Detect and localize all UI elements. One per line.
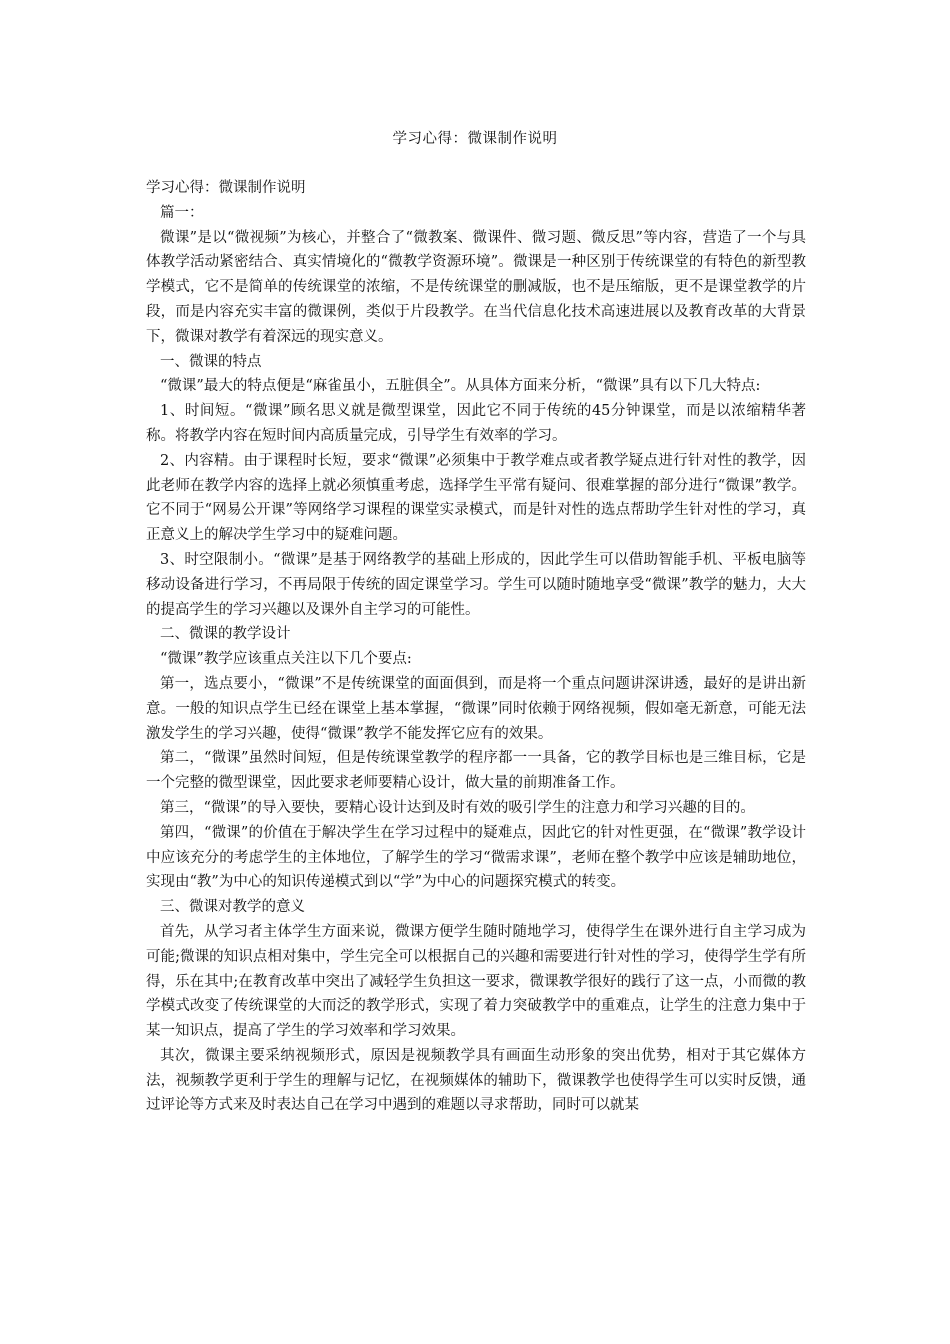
- paragraph-design-2: 第二，“微课”虽然时间短，但是传统课堂教学的程序都一一具备，它的教学目标也是三维目标，它是一个完整的微型课堂，因此要求老师要精心设计，做大量的前期准备工作。: [146, 750, 806, 792]
- paragraph-feature-2: 2、内容精。由于课程时长短，要求“微课”必须集中于教学难点或者教学疑点进行针对性的教学，因此老师在教学内容的选择上就必须慎重考虑，选择学生平常有疑问、很难掌握的部分进行“微课”教学。它不同于“网易公开课”等网络学习课程的课堂实录模式，而是针对性的选点帮助学生针对性的学习，真正意义上的解决学生学习中的疑难问题。: [146, 452, 806, 544]
- paragraph-features-intro: “微课”最大的特点便是“麻雀虽小，五脏俱全”。从具体方面来分析，“微课”具有以下几大特点:: [160, 378, 761, 395]
- paragraph-design-1: 第一，选点要小，“微课”不是传统课堂的面面俱到，而是将一个重点问题讲深讲透，最好的是讲出新意。一般的知识点学生已经在课堂上基本掌握，“微课”同时依赖于网络视频，假如毫无新意，可能无法激发学生的学习兴趣，使得“微课”教学不能发挥它应有的效果。: [146, 675, 806, 742]
- paragraph-design-3: 第三，“微课”的导入要快，要精心设计达到及时有效的吸引学生的注意力和学习兴趣的目的。: [160, 799, 755, 816]
- paragraph-significance-1: 首先，从学习者主体学生方面来说，微课方便学生随时随地学习，使得学生在课外进行自主学习成为可能;微课的知识点相对集中，学生完全可以根据自己的兴趣和需要进行针对性的学习，使得学生学有所得，乐在其中;在教育改革中突出了减轻学生负担这一要求，微课教学很好的践行了这一点，小而微的教学模式改变了传统课堂的大而泛的教学形式，实现了着力突破教学中的重难点，让学生的注意力集中于某一知识点，提高了学生的学习效率和学习效果。: [146, 923, 806, 1040]
- section-heading-significance: 三、微课对教学的意义: [160, 899, 305, 916]
- section-heading-design: 二、微课的教学设计: [160, 626, 291, 643]
- paragraph-heading: 学习心得：微课制作说明: [146, 180, 306, 196]
- section-heading-features: 一、微课的特点: [160, 353, 262, 370]
- paragraph-feature-3: 3、时空限制小。“微课”是基于网络教学的基础上形成的，因此学生可以借助智能手机、平板电脑等移动设备进行学习，不再局限于传统的固定课堂学习。学生可以随时随地享受“微课”教学的魅力，大大的提高学生的学习兴趣以及课外自主学习的可能性。: [146, 551, 806, 618]
- paragraph-significance-2: 其次，微课主要采纳视频形式，原因是视频教学具有画面生动形象的突出优势，相对于其它媒体方法，视频教学更利于学生的理解与记忆，在视频媒体的辅助下，微课教学也使得学生可以实时反馈，通过评论等方式来及时表达自己在学习中遇到的难题以寻求帮助，同时可以就某: [146, 1047, 806, 1114]
- paragraph-design-intro: “微课”教学应该重点关注以下几个要点:: [160, 651, 412, 668]
- paragraph-intro: 微课”是以“微视频”为核心，并整合了“微教案、微课件、微习题、微反思”等内容，营造了一个与具体教学活动紧密结合、真实情境化的“微教学资源环境”。微课是一种区别于传统课堂的有特色的新型教学模式，它不是简单的传统课堂的浓缩，不是传统课堂的删减版，也不是压缩版，更不是课堂教学的片段，而是内容充实丰富的微课例，类似于片段教学。在当代信息化技术高速进展以及教育改革的大背景下，微课对教学有着深远的现实意义。: [146, 229, 806, 345]
- paragraph-design-4: 第四，“微课”的价值在于解决学生在学习过程中的疑难点，因此它的针对性更强，在“微课”教学设计中应该充分的考虑学生的主体地位，了解学生的学习“微需求课”，老师在整个教学中应该是辅助地位，实现由“教”为中心的知识传递模式到以“学”为中心的问题探究模式的转变。: [146, 824, 806, 891]
- paragraph-feature-1: 1、时间短。“微课”顾名思义就是微型课堂，因此它不同于传统的45分钟课堂，而是以浓缩精华著称。将教学内容在短时间内高质量完成，引导学生有效率的学习。: [146, 403, 806, 444]
- paragraph-part-label: 篇一：: [160, 204, 204, 221]
- document-title: 学习心得：微课制作说明: [392, 131, 558, 147]
- document-body: [146, 176, 806, 1118]
